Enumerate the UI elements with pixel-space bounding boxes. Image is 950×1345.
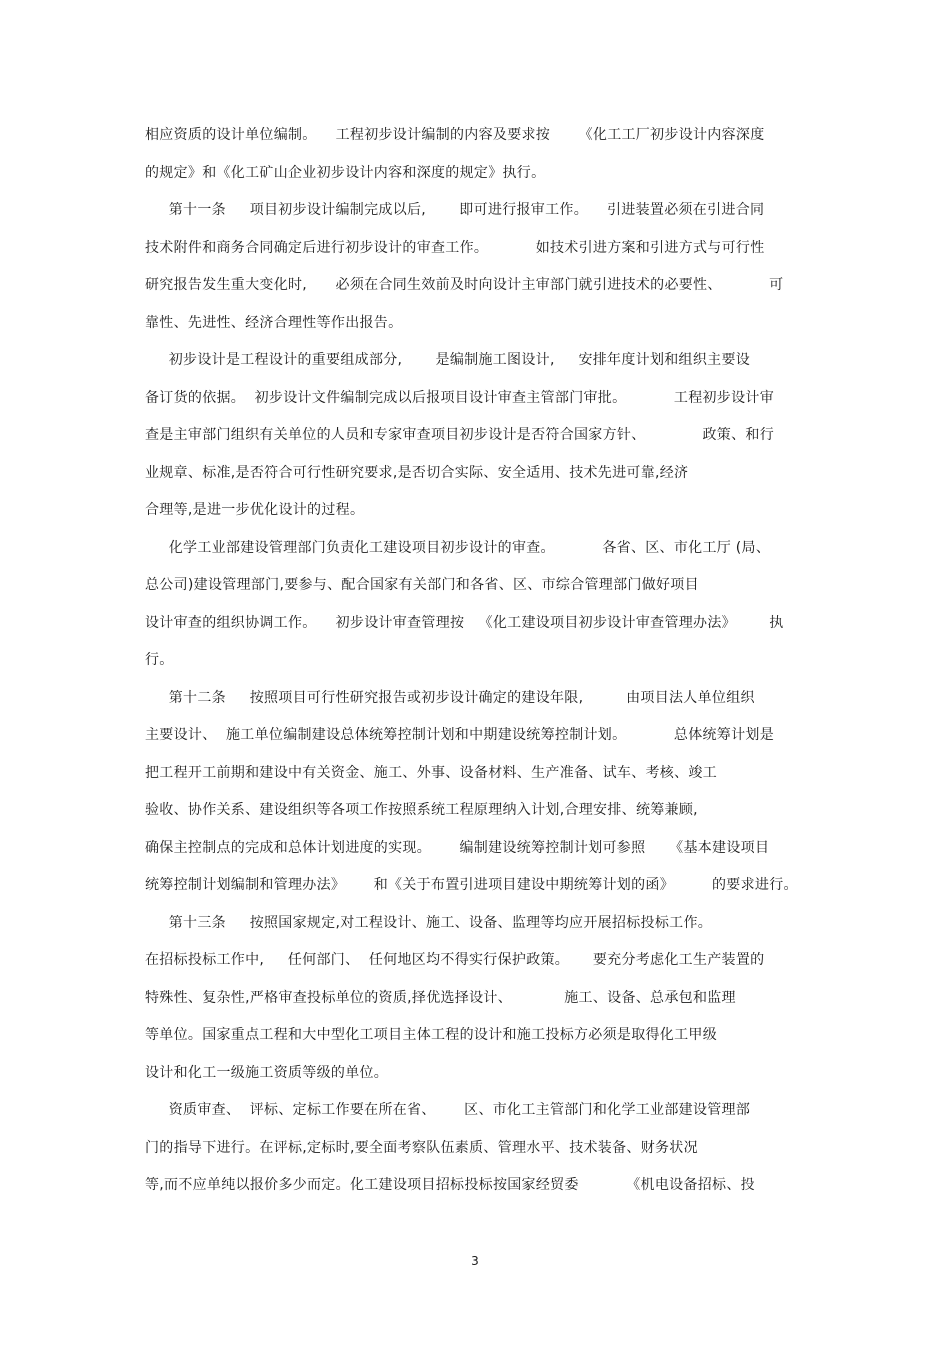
text-line: 技术附件和商务合同确定后进行初步设计的审查工作。 如技术引进方案和引进方式与可行性 [145,240,765,256]
text-line: 总公司)建设管理部门,要参与、配合国家有关部门和各省、区、市综合管理部门做好项目 [145,577,699,593]
page-number: 3 [471,1254,479,1268]
text-line: 行。 [145,652,174,668]
text-line: 第十二条 按照项目可行性研究报告或初步设计确定的建设年限, 由项目法人单位组织 [145,690,755,706]
text-line: 资质审查、 评标、定标工作要在所在省、 区、市化工主管部门和化学工业部建设管理部 [145,1102,751,1118]
text-line: 在招标投标工作中, 任何部门、 任何地区均不得实行保护政策。 要充分考虑化工生产装置的 [145,952,765,968]
text-line: 研究报告发生重大变化时, 必须在合同生效前及时向设计主审部门就引进技术的必要性、 可 [145,277,784,293]
text-line: 初步设计是工程设计的重要组成部分, 是编制施工图设计, 安排年度计划和组织主要设 [145,352,751,368]
text-line: 合理等,是进一步优化设计的过程。 [145,502,365,518]
text-line: 特殊性、复杂性,严格审查投标单位的资质,择优选择设计、 施工、设备、总承包和监理 [145,990,736,1006]
text-line: 等,而不应单纯以报价多少而定。化工建设项目招标投标按国家经贸委 《机电设备招标、投 [145,1177,755,1193]
text-line: 查是主审部门组织有关单位的人员和专家审查项目初步设计是否符合国家方针、 政策、和行 [145,427,774,443]
text-line: 等单位。国家重点工程和大中型化工项目主体工程的设计和施工投标方必须是取得化工甲级 [145,1027,717,1043]
text-line: 业规章、标准,是否符合可行性研究要求,是否切合实际、安全适用、技术先进可靠,经济 [145,465,689,481]
text-line: 确保主控制点的完成和总体计划进度的实现。 编制建设统筹控制计划可参照 《基本建设项目 [145,840,770,856]
text-line: 门的指导下进行。在评标,定标时,要全面考察队伍素质、管理水平、技术装备、财务状况 [145,1140,698,1156]
text-line: 化学工业部建设管理部门负责化工建设项目初步设计的审查。 各省、区、市化工厅 (局、 [145,540,771,556]
text-line: 设计审查的组织协调工作。 初步设计审查管理按 《化工建设项目初步设计审查管理办法》 执 [145,615,784,631]
text-line: 把工程开工前期和建设中有关资金、施工、外事、设备材料、生产准备、试车、考核、竣工 [145,765,717,781]
text-line: 设计和化工一级施工资质等级的单位。 [145,1065,389,1081]
text-line: 相应资质的设计单位编制。 工程初步设计编制的内容及要求按 《化工工厂初步设计内容深度 [145,127,765,143]
text-line: 验收、协作关系、建设组织等各项工作按照系统工程原理纳入计划,合理安排、统筹兼顾, [145,802,698,818]
text-line: 备订货的依据。 初步设计文件编制完成以后报项目设计审查主管部门审批。 工程初步设计审 [145,390,774,406]
text-line: 主要设计、 施工单位编制建设总体统筹控制计划和中期建设统筹控制计划。 总体统筹计划是 [145,727,774,743]
text-line: 的规定》和《化工矿山企业初步设计内容和深度的规定》执行。 [145,165,546,181]
text-line: 统筹控制计划编制和管理办法》 和《关于布置引进项目建设中期统筹计划的函》 的要求进行。 [145,877,798,893]
text-line: 第十三条 按照国家规定,对工程设计、施工、设备、监理等均应开展招标投标工作。 [145,915,713,931]
text-line: 第十一条 项目初步设计编制完成以后, 即可进行报审工作。 引进装置必须在引进合同 [145,202,765,218]
text-line: 靠性、先进性、经济合理性等作出报告。 [145,315,403,331]
